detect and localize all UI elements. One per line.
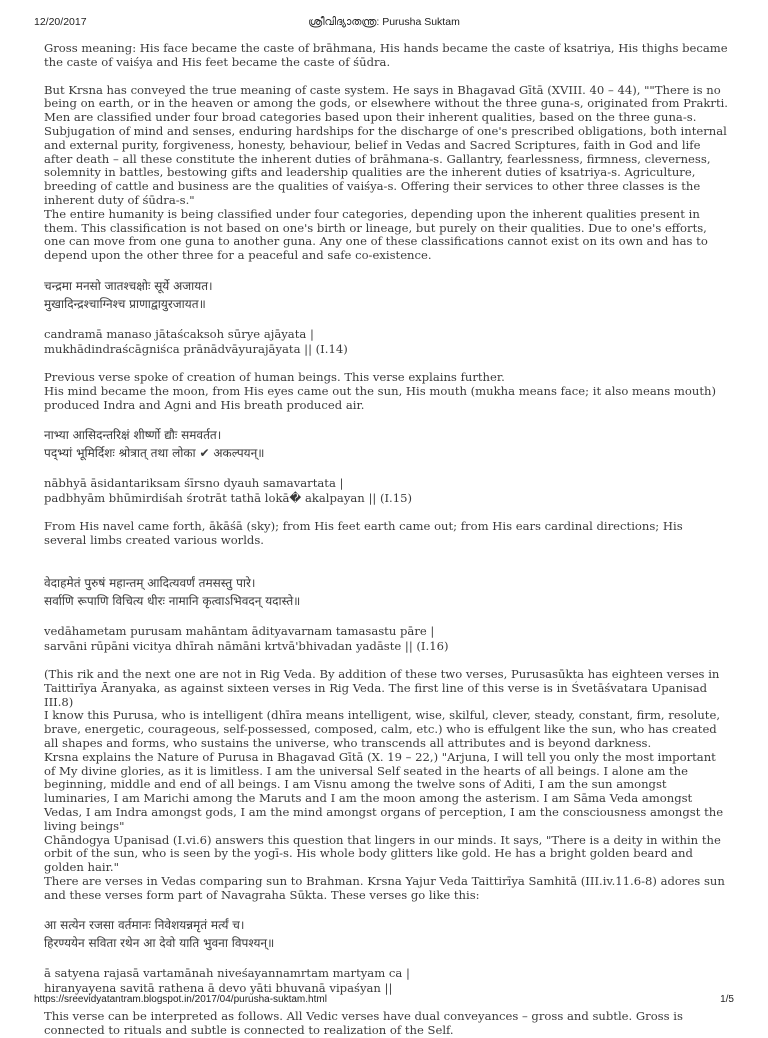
paragraph-humanity: The entire humanity is being classified under four categories, depending upon the inherent qualities present in them. This classification is not based on one's birth or lineage, but purely on their qualities. Due to one's efforts, one can move from one guna to another guna. Any one of these classifications cannot exist on its own and has to depend upon the other three for a peaceful and safe co-existence. xyxy=(44,206,708,263)
verse-line: हिरण्ययेन सविता रथेन आ देवो याति भुवना विपश्यन्॥ xyxy=(44,936,275,951)
verse-line: पद्भ्यां भूमिर्दिशः श्रोत्रात् तथा लोका ✔ अकल्पयन्॥ xyxy=(44,446,265,461)
article-body xyxy=(44,42,728,1038)
verse-15-transliteration xyxy=(44,476,728,506)
verse-line: मुखादिन्द्रश्चाग्निश्च प्राणाद्वायुरजायत॥ xyxy=(44,296,206,311)
paragraph-krsna-explains: Krsna explains the Nature of Purusa in Bhagavad Gītā (X. 19 – 22,) "Arjuna, I will tell you only the most important of My divine glories, as it is limitless. I am the universal Self seated in the hearts of all beings. I alone am the beginning, middle and end of all beings. I am Visnu among the twelve sons of Aditi, I am the sun amongst luminaries, I am Marichi among the Maruts and I am the moon among the asterism. I am Sāma Veda amongst Vedas, I am Indra amongst gods, I am the mind amongst organs of perception, I am the consciousness amongst the living beings" xyxy=(44,749,724,833)
verse-line: candramā manaso jātaścaksoh sūrye ajāyata | xyxy=(44,326,314,341)
verse-navagraha-transliteration xyxy=(44,966,728,996)
page-number: 1/5 xyxy=(720,994,734,1005)
paragraph-navel: From His navel came forth, ākāśā (sky); from His feet earth came out; from His ears cardinal directions; His several limbs created various worlds. xyxy=(44,519,683,548)
paragraph-interpretation: This verse can be interpreted as follows. All Vedic verses have dual conveyances – gross and subtle. Gross is connected to rituals and subtle is connected to realization of the Self. xyxy=(44,1009,683,1038)
verse-line: आ सत्येन रजसा वर्तमानः निवेशयन्नमृतं मर्त्यं च। xyxy=(44,918,245,933)
verse-line: nābhyā āsidantariksam śīrsno dyauh samavartata | xyxy=(44,476,344,491)
verse-16-transliteration xyxy=(44,624,728,654)
verse-line: mukhādindraścāgniśca prānādvāyurajāyata || (I.14) xyxy=(44,341,348,356)
verse-line: चन्द्रमा मनसो जातश्चक्षोः सूर्ये अजायत। xyxy=(44,278,213,293)
paragraph-chandogya: Chāndogya Upanisad (I.vi.6) answers this question that lingers in our minds. It says, "There is a deity in within the orbit of the sun, who is seen by the yogī-s. His whole body glitters like gold. He has a bright golden beard and golden hair." xyxy=(44,832,721,875)
paragraph-gross-meaning: Gross meaning: His face became the caste of brāhmana, His hands became the caste of ksatriya, His thighs became the caste of vaiśya and His feet became the caste of śūdra. xyxy=(44,41,728,69)
paragraph-mind-moon: His mind became the moon, from His eyes came out the sun, His mouth (mukha means face; it also means mouth) produced Indra and Agni and His breath produced air. xyxy=(44,383,716,412)
page-title: ശ്രീവിദ്യാതന്ത്ര: Purusha Suktam xyxy=(308,16,460,28)
paragraph-caste-system: But Krsna has conveyed the true meaning of caste system. He says in Bhagavad Gītā (XVIII. 40 – 44), ""There is no being on earth, or in the heaven or among the gods, or elsewhere without the three guna-s, originated from Prakrti. Men are classified under four broad categories based upon their inherent qualities, based on the three guna-s. Subjugation of mind and senses, enduring hardships for the discharge of one's prescribed obligations, both internal and external purity, forgiveness, honesty, behaviour, belief in Vedas and Sacred Scriptures, faith in God and life after death – all these constitute the inherent duties of brāhmana-s. Gallantry, fearlessness, firmness, cleverness, solemnity in battles, bestowing gifts and leadership qualities are the inherent duties of ksatriya-s. Agriculture, breeding of cattle and business are the qualities of vaiśya-s. Offering their services to other three classes is the inherent duty of śūdra-s." xyxy=(44,82,728,207)
paragraph-know-purusa: I know this Purusa, who is intelligent (dhīra means intelligent, wise, skilful, clever, steady, constant, firm, resolute, brave, energetic, courageous, self-possessed, composed, calm, etc.) who is effulgent like the sun, who has created all shapes and forms, who sustains the universe, who transcends all attributes and is beyond darkness. xyxy=(44,708,721,750)
verse-navagraha-devanagari xyxy=(44,916,728,952)
verse-line: vedāhametam purusam mahāntam ādityavarnam tamasastu pāre | xyxy=(44,623,435,638)
verse-14-devanagari xyxy=(44,277,728,313)
paragraph-previous-verse: Previous verse spoke of creation of human beings. This verse explains further. xyxy=(44,369,505,384)
verse-line: सर्वाणि रूपाणि विचित्य धीरः नामानि कृत्वाऽभिवदन् यदास्ते॥ xyxy=(44,593,301,608)
paragraph-navagraha: There are verses in Vedas comparing sun to Brahman. Krsna Yajur Veda Taittirīya Samhitā (III.iv.11.6-8) adores sun and these verses form part of Navagraha Sūkta. These verses go like this: xyxy=(44,873,725,902)
verse-line: वेदाहमेतं पुरुषं महान्तम् आदित्यवर्णं तमसस्तु पारे। xyxy=(44,575,256,590)
verse-line: नाभ्या आसिदन्तरिक्षं शीर्ष्णो द्यौः समवर्तत। xyxy=(44,428,222,443)
verse-line: sarvāni rūpāni vicitya dhīrah nāmāni krtvā'bhivadan yadāste || (I.16) xyxy=(44,638,449,653)
verse-14-transliteration xyxy=(44,327,728,357)
verse-line: hiranyayena savitā rathena ā devo yāti bhuvanā vipaśyan || xyxy=(44,981,393,996)
page-url: https://sreevidyatantram.blogspot.in/2017/04/purusha-suktam.html xyxy=(34,994,327,1005)
paragraph-rik-note: (This rik and the next one are not in Rig Veda. By addition of these two verses, Purusasūkta has eighteen verses in Taittirīya Āranyaka, as against sixteen verses in Rig Veda. The first line of this verse is in Śvetāśvatara Upanisad III.8) xyxy=(44,666,720,709)
verse-line: ā satyena rajasā vartamānah niveśayannamrtam martyam ca | xyxy=(44,966,410,981)
verse-16-devanagari xyxy=(44,574,728,610)
verse-line: padbhyām bhūmirdiśah śrotrāt tathā lokā� akalpayan || (I.15) xyxy=(44,491,413,506)
verse-15-devanagari xyxy=(44,426,728,462)
print-date: 12/20/2017 xyxy=(34,16,87,28)
